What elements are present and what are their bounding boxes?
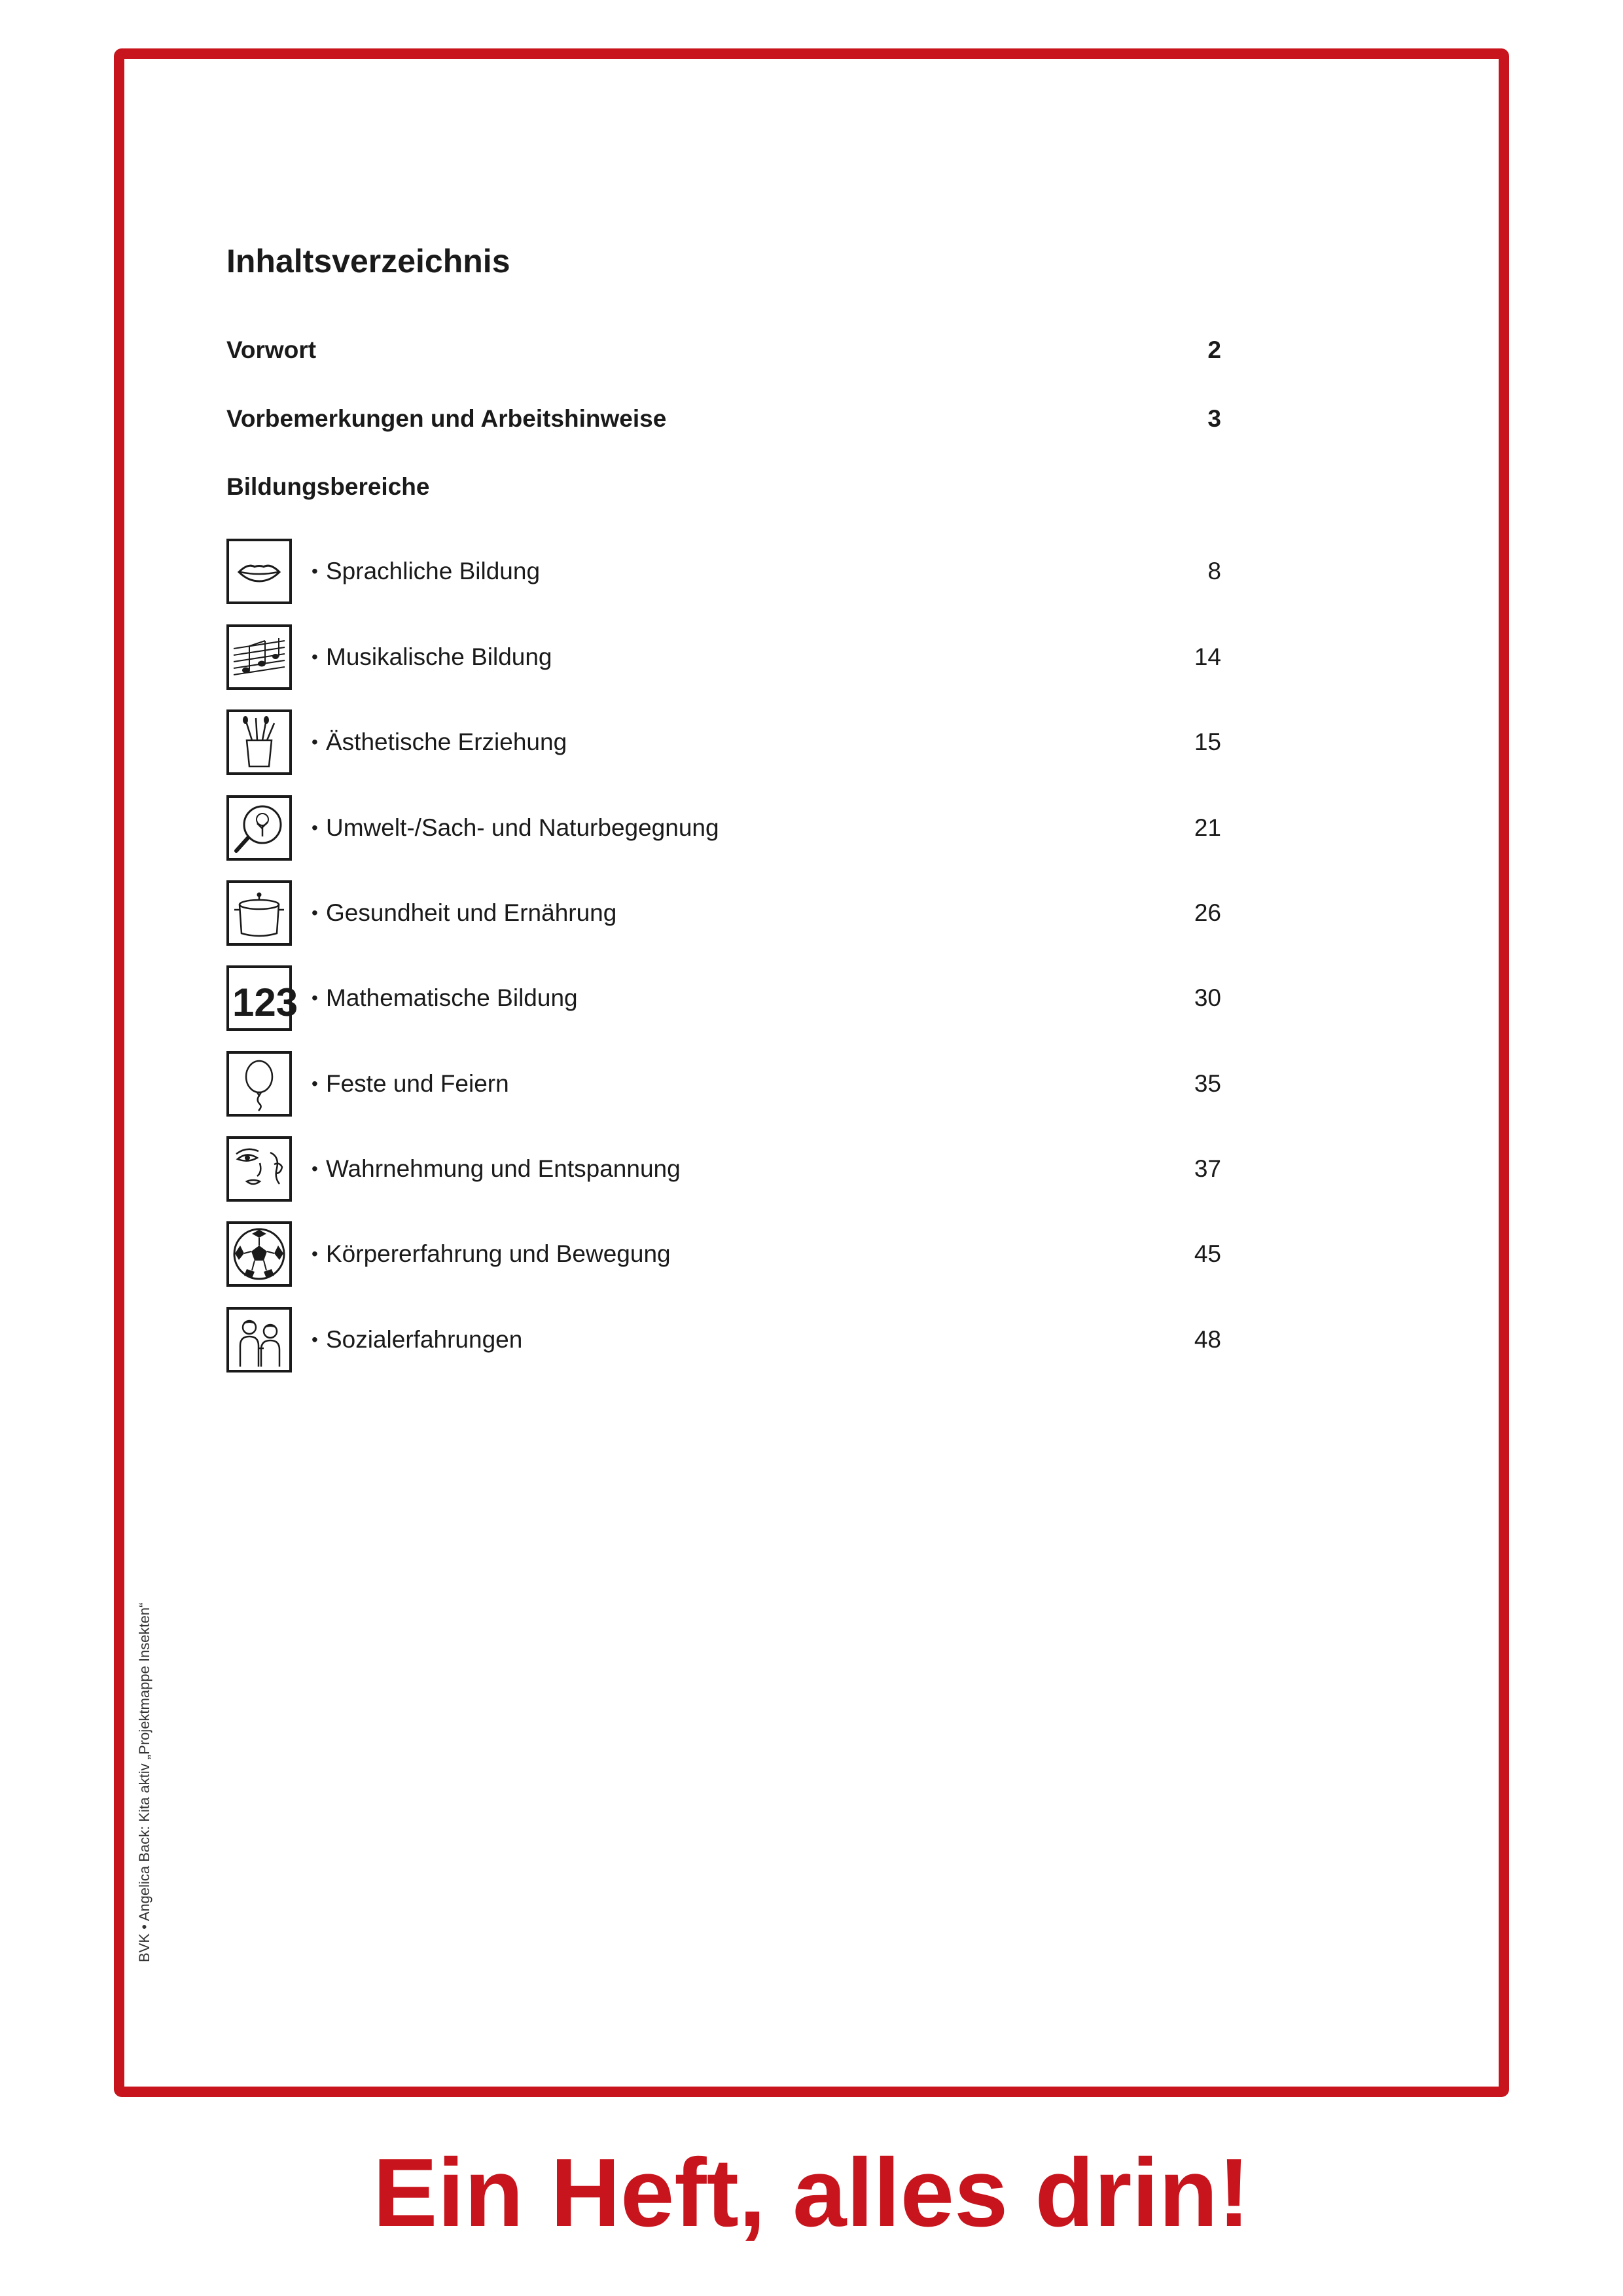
entry-label: Wahrnehmung und Entspannung	[326, 1155, 681, 1182]
entry-page: 21	[1194, 814, 1221, 841]
cooking-pot-icon	[226, 880, 292, 946]
section-heading-bildungsbereiche	[226, 467, 1221, 507]
bullet: •	[312, 988, 318, 1008]
bullet: •	[312, 1244, 318, 1264]
entry-label: Musikalische Bildung	[326, 643, 552, 670]
entry-label: Umwelt-/Sach- und Naturbegegnung	[326, 814, 719, 841]
entry-label: Mathematische Bildung	[326, 984, 578, 1011]
entry-page: 8	[1207, 558, 1221, 584]
toc-entry-wahrnehmung-entspannung	[226, 1134, 1221, 1204]
entry-label: Feste und Feiern	[326, 1070, 509, 1097]
entry-label: Ästhetische Erziehung	[326, 728, 567, 755]
toc-row-vorbemerkungen	[226, 399, 1221, 439]
toc-title: Inhaltsverzeichnis	[226, 243, 510, 279]
bullet: •	[312, 732, 318, 752]
magnifier-tree-icon	[226, 795, 292, 861]
entry-page: 26	[1194, 899, 1221, 926]
toc-entry-musikalische-bildung	[226, 622, 1221, 692]
toc-entry-feste-feiern	[226, 1049, 1221, 1119]
toc-row-vorwort	[226, 331, 1221, 370]
bullet: •	[312, 647, 318, 667]
bullet: •	[312, 1329, 318, 1350]
football-icon	[226, 1221, 292, 1287]
music-notes-icon	[226, 624, 292, 690]
section-heading-label: Bildungsbereiche	[226, 473, 430, 500]
bullet: •	[312, 561, 318, 581]
bullet: •	[312, 903, 318, 923]
entry-label: Körpererfahrung und Bewegung	[326, 1240, 671, 1267]
entry-page: 30	[1194, 984, 1221, 1011]
toc-entry-sprachliche-bildung	[226, 537, 1221, 606]
entry-page: 15	[1194, 728, 1221, 755]
brush-cup-icon	[226, 709, 292, 775]
bullet: •	[312, 817, 318, 838]
entry-page: 45	[1194, 1240, 1221, 1267]
entry-page: 48	[1194, 1326, 1221, 1353]
entry-label: Sozialerfahrungen	[326, 1326, 523, 1353]
balloon-icon	[226, 1051, 292, 1117]
toc-row-label: Vorbemerkungen und Arbeitshinweise	[226, 405, 667, 432]
slogan: Ein Heft, alles drin!	[372, 2139, 1251, 2247]
numbers-123-icon	[226, 965, 298, 1031]
toc-entry-koerpererfahrung-bewegung	[226, 1219, 1221, 1289]
side-credit: BVK • Angelica Back: Kita aktiv „Projektmappe Insekten“	[136, 1602, 152, 1962]
entry-label: Sprachliche Bildung	[326, 558, 541, 584]
toc-row-label: Vorwort	[226, 336, 317, 363]
bullet: •	[312, 1158, 318, 1179]
toc-row-page: 2	[1207, 336, 1221, 363]
toc-entry-mathematische-bildung	[226, 963, 1221, 1033]
face-senses-icon	[226, 1136, 292, 1202]
toc-row-page: 3	[1207, 405, 1221, 432]
mouth-icon	[226, 539, 292, 604]
toc-entry-umwelt-naturbegegnung	[226, 793, 1221, 863]
toc-entry-gesundheit-ernaehrung	[226, 878, 1221, 948]
entry-page: 14	[1194, 643, 1221, 670]
toc-entry-sozialerfahrungen	[226, 1305, 1221, 1374]
numbers-123-glyphs: 123	[232, 980, 298, 1024]
entry-page: 35	[1194, 1070, 1221, 1097]
toc-entry-aesthetische-erziehung	[226, 708, 1221, 777]
children-icon	[226, 1307, 292, 1372]
entry-page: 37	[1194, 1155, 1221, 1182]
bullet: •	[312, 1073, 318, 1094]
entry-label: Gesundheit und Ernährung	[326, 899, 617, 926]
